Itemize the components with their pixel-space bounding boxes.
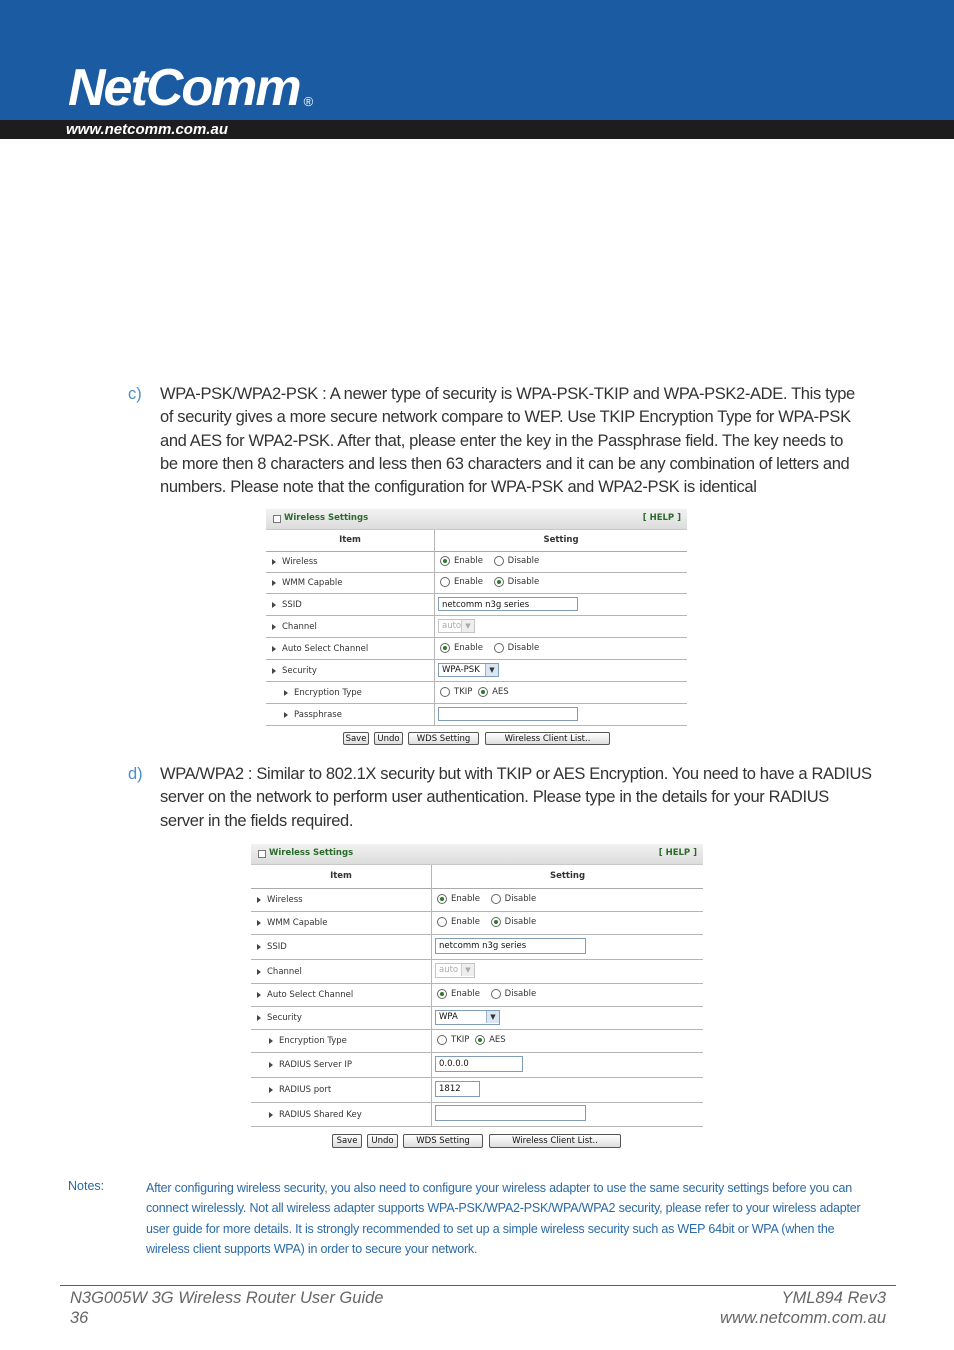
- wireless-disable-radio[interactable]: [491, 894, 501, 904]
- chevron-down-icon: ▼: [461, 964, 474, 976]
- table-row: RADIUS Server IP 0.0.0.0: [251, 1052, 703, 1078]
- table-row: WMM Capable Enable Disable: [266, 572, 687, 594]
- auto-channel-disable-radio[interactable]: [494, 643, 504, 653]
- column-setting-header: Setting: [549, 871, 586, 881]
- wmm-enable-radio[interactable]: [437, 917, 447, 927]
- wmm-enable-radio[interactable]: [440, 577, 450, 587]
- panel-title-bar: [251, 844, 703, 865]
- wds-setting-button[interactable]: WDS Setting: [408, 732, 479, 745]
- chevron-down-icon: ▼: [485, 664, 498, 676]
- table-row: Encryption Type TKIP AES: [266, 681, 687, 704]
- aes-radio[interactable]: [475, 1035, 485, 1045]
- auto-channel-enable-radio[interactable]: [440, 643, 450, 653]
- table-row: Channel auto ▼: [251, 959, 703, 984]
- footer-divider: [60, 1285, 896, 1286]
- wmm-disable-radio[interactable]: [494, 577, 504, 587]
- radius-server-ip-input[interactable]: 0.0.0.0: [435, 1056, 523, 1072]
- footer-url[interactable]: www.netcomm.com.au: [720, 1309, 886, 1327]
- arrow-right-icon: [272, 602, 276, 608]
- table-header: [266, 530, 687, 552]
- aes-radio[interactable]: [478, 687, 488, 697]
- table-row: Security WPA-PSK ▼: [266, 659, 687, 682]
- arrow-right-icon: [272, 646, 276, 652]
- collapse-icon[interactable]: [258, 850, 266, 858]
- arrow-right-icon: [272, 668, 276, 674]
- ssid-input[interactable]: netcomm n3g series: [435, 938, 586, 954]
- column-item-header: Item: [330, 871, 352, 881]
- tkip-radio[interactable]: [437, 1035, 447, 1045]
- table-row: Encryption Type TKIP AES: [251, 1029, 703, 1053]
- tkip-radio[interactable]: [440, 687, 450, 697]
- section-c-text: WPA-PSK/WPA2-PSK : A newer type of security is WPA-PSK-TKIP and WPA-PSK2-ADE. This type of security gives a more secure network compare to WEP. Use TKIP Encryption Type for WPA-PSK and AES for WPA2-PSK. After that, please enter the key in the Passphrase field. The key needs to be more then 8 characters and less then 63 characters and it can be any combination of letters and numbers. Please note that the configuration for WPA-PSK and WPA2-PSK is identical: [160, 385, 855, 497]
- table-row: RADIUS port 1812: [251, 1077, 703, 1103]
- page-header: [0, 0, 954, 139]
- arrow-right-icon: [257, 897, 261, 903]
- table-row: Auto Select Channel Enable Disable: [251, 983, 703, 1007]
- arrow-right-icon: [257, 920, 261, 926]
- wds-setting-button[interactable]: WDS Setting: [403, 1134, 483, 1148]
- arrow-right-icon: [257, 969, 261, 975]
- arrow-right-icon: [284, 712, 288, 718]
- table-header: [251, 865, 703, 889]
- arrow-right-icon: [284, 690, 288, 696]
- panel-title: Wireless Settings: [269, 848, 354, 858]
- ssid-input[interactable]: netcomm n3g series: [438, 597, 578, 611]
- footer-revision: YML894 Rev3: [781, 1289, 886, 1307]
- footer-guide-title: N3G005W 3G Wireless Router User Guide: [70, 1289, 384, 1307]
- radius-shared-key-input[interactable]: [435, 1105, 586, 1121]
- section-c-label: c): [128, 385, 142, 403]
- notes-label: Notes:: [68, 1179, 105, 1193]
- arrow-right-icon: [272, 580, 276, 586]
- undo-button[interactable]: Undo: [367, 1134, 398, 1148]
- wireless-settings-panel-wpa-psk: [266, 509, 687, 751]
- arrow-right-icon: [257, 1015, 261, 1021]
- page-number: 36: [70, 1309, 89, 1327]
- table-row: SSID netcomm n3g series: [266, 593, 687, 616]
- arrow-right-icon: [272, 559, 276, 565]
- wireless-client-list-button[interactable]: Wireless Client List..: [485, 732, 610, 745]
- collapse-icon[interactable]: [273, 515, 281, 523]
- column-setting-header: Setting: [543, 535, 579, 545]
- security-select[interactable]: WPA ▼: [435, 1010, 500, 1025]
- arrow-right-icon: [269, 1062, 273, 1068]
- panel-title: Wireless Settings: [284, 513, 369, 523]
- column-item-header: Item: [339, 535, 361, 545]
- table-row: Wireless Enable Disable: [251, 888, 703, 912]
- arrow-right-icon: [269, 1038, 273, 1044]
- save-button[interactable]: Save: [343, 732, 369, 745]
- channel-select[interactable]: auto ▼: [435, 963, 475, 978]
- notes-text: After configuring wireless security, you also need to configure your wireless adapter to use the same security settings before you can connect wirelessly. Not all wireless adapter supports WPA-PSK/WPA2-PSK/WPA/WPA2 security, please refer to your wireless adapter user guide for more details. It is strongly recommended to set up a simple wireless security such as WEP 64bit or WPA (when the wireless client supports WPA) in order to secure your network.: [146, 1181, 861, 1256]
- table-row: Passphrase: [266, 703, 687, 726]
- wireless-settings-panel-wpa: [251, 844, 703, 1151]
- arrow-right-icon: [257, 992, 261, 998]
- table-row: Security WPA ▼: [251, 1006, 703, 1030]
- section-d-label: d): [128, 765, 143, 783]
- netcomm-logo: NetComm ®: [68, 59, 314, 117]
- wireless-enable-radio[interactable]: [437, 894, 447, 904]
- arrow-right-icon: [269, 1087, 273, 1093]
- help-link[interactable]: [ HELP ]: [658, 848, 697, 858]
- table-row: WMM Capable Enable Disable: [251, 911, 703, 935]
- passphrase-input[interactable]: [438, 707, 578, 721]
- channel-select[interactable]: auto ▼: [438, 619, 475, 633]
- header-url: www.netcomm.com.au: [66, 121, 228, 138]
- wireless-disable-radio[interactable]: [494, 556, 504, 566]
- auto-channel-enable-radio[interactable]: [437, 989, 447, 999]
- table-row: SSID netcomm n3g series: [251, 934, 703, 960]
- security-select[interactable]: WPA-PSK ▼: [438, 663, 499, 677]
- wireless-client-list-button[interactable]: Wireless Client List..: [489, 1134, 621, 1148]
- chevron-down-icon: ▼: [486, 1011, 499, 1023]
- table-row: RADIUS Shared Key: [251, 1102, 703, 1127]
- wireless-enable-radio[interactable]: [440, 556, 450, 566]
- chevron-down-icon: ▼: [461, 620, 474, 632]
- arrow-right-icon: [272, 624, 276, 630]
- panel-title-bar: [266, 509, 687, 530]
- wmm-disable-radio[interactable]: [491, 917, 501, 927]
- table-row: Channel auto ▼: [266, 615, 687, 638]
- auto-channel-disable-radio[interactable]: [491, 989, 501, 999]
- arrow-right-icon: [269, 1112, 273, 1118]
- header-url-bar: [0, 120, 954, 139]
- save-button[interactable]: Save: [332, 1134, 362, 1148]
- arrow-right-icon: [257, 944, 261, 950]
- table-row: Auto Select Channel Enable Disable: [266, 637, 687, 660]
- radius-port-input[interactable]: 1812: [435, 1081, 480, 1097]
- section-d-text: WPA/WPA2 : Similar to 802.1X security but with TKIP or AES Encryption. You need to have a RADIUS server on the network to perform user authentication. Please type in the details for your RADIUS server in the fields required.: [160, 765, 872, 830]
- undo-button[interactable]: Undo: [374, 732, 403, 745]
- table-row: Wireless Enable Disable: [266, 551, 687, 573]
- help-link[interactable]: [ HELP ]: [642, 513, 681, 523]
